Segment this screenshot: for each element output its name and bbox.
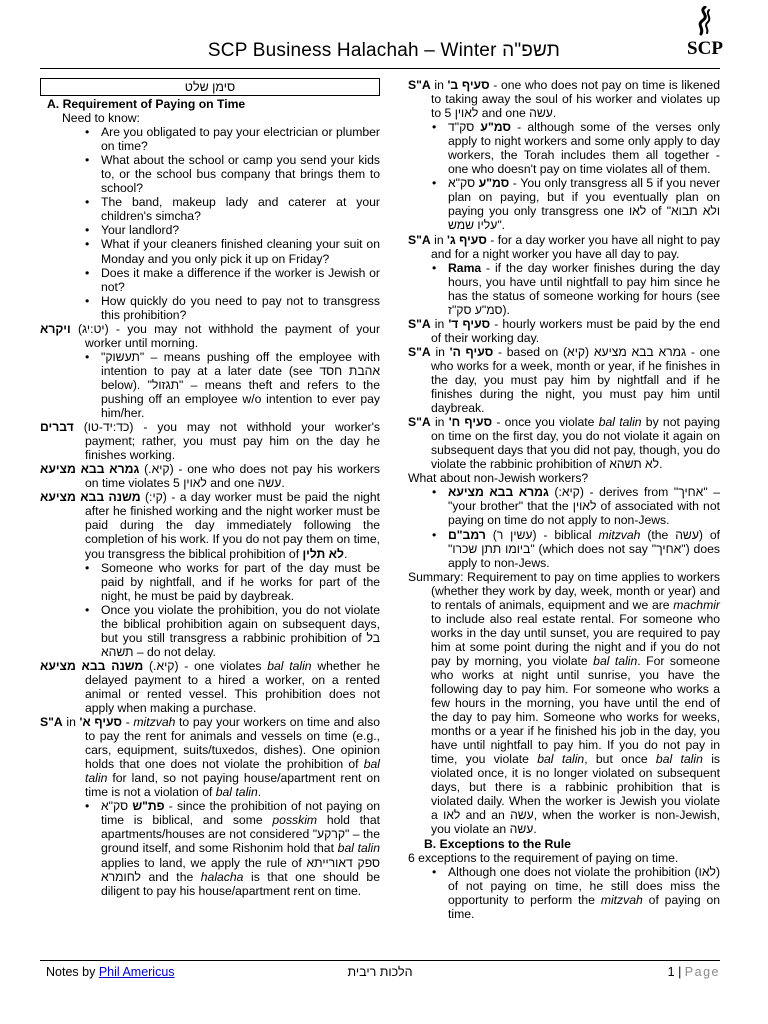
sa-d-paragraph: S"A in סעיף ד' - hourly workers must be paid by the end of their working day. bbox=[408, 316, 720, 345]
non-jewish-bullets bbox=[408, 485, 720, 569]
mishna-paragraph: (קי:) משנה בבא מציעא - a day worker must be paid the night after he finished working and the night worker must be paid during the day immediately following the completion of his work. If you do not pay them on time, you transgress the biblical prohibition of לא תלין. bbox=[40, 490, 380, 561]
list-item: • סמ"ע סק"א - You only transgress all 5 if you never plan on paying, but if you eventually plan on paying you only transgress one לאו of "ולא תבוא עליו שמש". bbox=[448, 176, 720, 232]
sa-b-paragraph: S"A in סעיף ב' - one who does not pay on time is likened to taking away the soul of his worker and violates up to 5 לאוין and one עשה. bbox=[408, 78, 720, 121]
list-item: • Rama - if the day worker finishes during the day hours, you have until nightfall to pay him since he has the status of someone working for hours (see סמ"ע סק"ז). bbox=[448, 261, 720, 317]
sa-ch-paragraph: S"A in סעיף ח' - once you violate bal talin by not paying on time on the first day, you do not violate it again on subsequent days that you did not pay, though, you do violate the rabbinic prohibition of לא תשהא. bbox=[408, 415, 721, 472]
list-item: • The band, makeup lady and caterer at your children's simcha? bbox=[101, 195, 380, 223]
gemara-paragraph: (קיא.) גמרא בבא מציעא - one who does not pay his workers on time violates 5 לאוין and one עשה. bbox=[40, 462, 380, 491]
vayikra-paragraph: (יט:יג) ויקרא - you may not withhold the payment of your worker until morning. bbox=[40, 321, 380, 350]
right-column bbox=[408, 78, 720, 921]
footer-notes: Notes by Phil Americus bbox=[46, 965, 175, 979]
exceptions-intro: 6 exceptions to the requirement of paying on time. bbox=[408, 850, 679, 865]
page-number: 1 | Page bbox=[667, 965, 720, 979]
list-item: • How quickly do you need to pay not to transgress this prohibition? bbox=[101, 294, 380, 322]
questions-list bbox=[40, 125, 380, 322]
list-item: • What if your cleaners finished cleaning your suit on Monday and you only pick it up on Friday? bbox=[101, 237, 380, 265]
list-item: • "תעשוק" – means pushing off the employee with intention to pay at a later date (see אהבת חסד below). "תגזול" – means theft and refers to the pushing off an employee w/o intention to ever pay him/her. bbox=[101, 350, 380, 420]
section-b-heading: B. Exceptions to the Rule bbox=[424, 836, 571, 851]
exceptions-bullets bbox=[408, 865, 720, 921]
rama-bullets bbox=[408, 261, 720, 317]
list-item: • Someone who works for part of the day must be paid by nightfall, and if he works for part of the night, he must be paid by daybreak. bbox=[101, 561, 380, 603]
summary-paragraph: Summary: Requirement to pay on time applies to workers (whether they work by day, week, month or year) and to rentals of animals, equipment and we are machmir to include also real estate rental. For someone who works in the day until sunset, you are required to pay him at some point during the night and if you do not pay by morning, you violate bal talin. For someone who works at night until sunrise, you have the following day to pay him. For someone who works a few hours in the morning, you have until the end of the day to pay him. Someone who works for weeks, months or a year if he finished his job in the day, you have until nightfall to pay him. If you do not pay in time, you violate bal talin, but once bal talin is violated once, it is no longer violated on subsequent days, but there is a rabbinic prohibition that is violated daily. When the worker is Jewish you violate a לאו and an עשה, when the worker is non-Jewish, you violate an עשה. bbox=[408, 569, 721, 837]
need-to-know: Need to know: bbox=[62, 111, 140, 126]
siman-box: סימן שלט bbox=[40, 78, 380, 96]
devarim-paragraph: (כד:יד-טו) דברים - you may not withhold your worker's payment; rather, you must pay him on the day he finishes working. bbox=[40, 420, 380, 463]
list-item: • Once you violate the prohibition, you do not violate the biblical prohibition again on subsequent days, but you still transgress a rabbinic prohibition of בל תשהא – do not delay. bbox=[101, 603, 380, 659]
section-a-heading: A. Requirement of Paying on Time bbox=[47, 97, 246, 111]
page-header-title: SCP Business Halachah – Winter תשפ"ה bbox=[207, 40, 561, 61]
flame-logo-icon bbox=[695, 6, 715, 38]
footer-divider bbox=[40, 960, 720, 961]
list-item: • Are you obligated to pay your electrician or plumber on time? bbox=[101, 125, 380, 153]
mishna2-paragraph: (קיא.) משנה בבא מציעא - one violates bal talin whether he delayed payment to a hired a worker, on a rented animal or rented vessel. This prohibition does not apply when making a purchase. bbox=[40, 658, 380, 716]
page-footer bbox=[40, 965, 720, 981]
pitchei-bullets bbox=[40, 799, 380, 897]
sa-g-paragraph: S"A in סעיף ג' - for a day worker you have all night to pay and for a night worker you have all day to pay. bbox=[408, 232, 720, 261]
logo-text: SCP bbox=[687, 38, 723, 59]
scp-logo bbox=[683, 6, 727, 62]
list-item: • (קיא:) גמרא בבא מציעא - derives from "אחיך" – "your brother" that the לאוין of associated with not paying on time do not apply to non-Jews. bbox=[448, 485, 720, 527]
list-item: • (עשין ר) רמב"ם - biblical mitzvah (the עשה) of "ביומו תתן שכרו" (which does not say "אחיך") does apply to non-Jews. bbox=[448, 528, 720, 570]
mishna-bullets bbox=[40, 561, 380, 659]
list-item: • Although one does not violate the prohibition (לאו) of not paying on time, he still does miss the opportunity to perform the mitzvah of paying on time. bbox=[448, 865, 720, 921]
list-item: • סמ"ע סק"ד - although some of the verses only apply to night workers and some only apply to day workers, the Torah includes them all together - one who doesn't pay on time violates all of them. bbox=[448, 120, 720, 176]
sa-b-bullets bbox=[408, 120, 720, 232]
vayikra-bullets bbox=[40, 350, 380, 420]
list-item: • Your landlord? bbox=[101, 223, 380, 237]
list-item: • פת"ש סק"א - since the prohibition of not paying on time is biblical, and some posskim hold that apartments/houses are not considered "קרקע" – the ground itself, and some Rishonim hold that bal talin applies to land, we apply the rule of ספק דאורייתא לחומרא and the halacha is that one should be diligent to pay his house/apartment rent on time. bbox=[101, 799, 380, 897]
list-item: • What about the school or camp you send your kids to, or the school bus company that brings them to school? bbox=[101, 153, 380, 195]
sa-a-paragraph: S"A in סעיף א' - mitzvah to pay your workers on time and also to pay the rent for animals and vessels on time (e.g., cars, equipment, suits/tuxedos, dishes). One opinion holds that one does not violate the prohibition of bal talin for land, so not paying house/apartment rent on time is not a violation of bal talin. bbox=[40, 715, 380, 800]
list-item: • Does it make a difference if the worker is Jewish or not? bbox=[101, 266, 380, 294]
sa-h-paragraph: S"A in סעיף ה' - based on גמרא בבא מציעא (קיא) - one who works for a week, month or year, if he finishes in the day, you must pay him by nightfall and if he finishes during the night, you must pay him until daybreak. bbox=[408, 344, 720, 416]
author-link[interactable]: Phil Americus bbox=[98, 965, 175, 979]
left-column bbox=[40, 78, 380, 898]
footer-title: הלכות ריבית bbox=[347, 965, 413, 979]
non-jewish-question: What about non-Jewish workers? bbox=[408, 471, 589, 486]
header-divider bbox=[40, 68, 720, 69]
